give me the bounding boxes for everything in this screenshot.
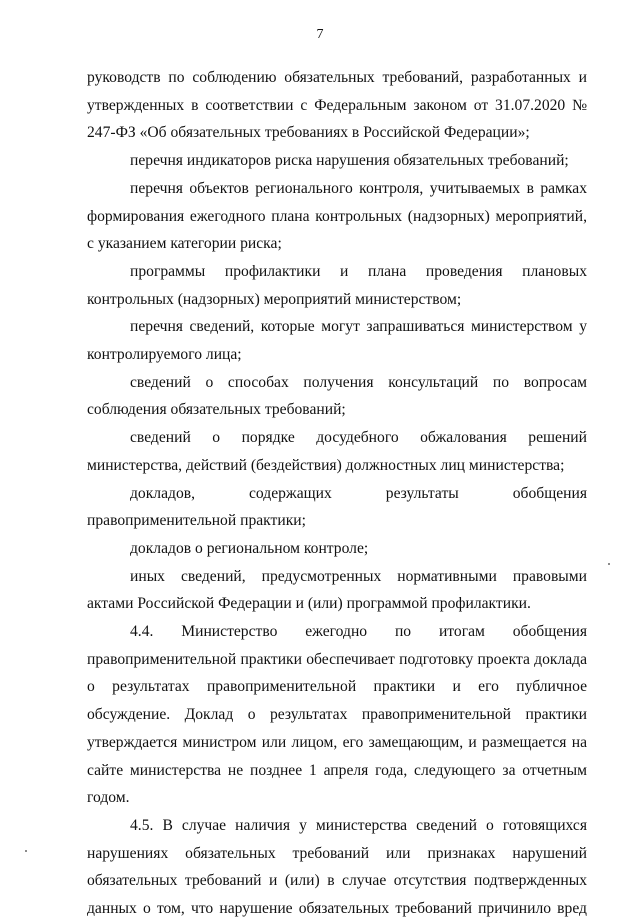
scan-speck bbox=[25, 850, 27, 852]
paragraph-other-info: иных сведений, предусмотренных нормативными правовыми актами Российской Федерации и (или) программой профилактики. bbox=[87, 567, 587, 613]
paragraph-practice-reports: докладов, содержащих результаты обобщения правоприменительной практики; bbox=[87, 484, 587, 530]
scan-speck bbox=[608, 563, 610, 565]
paragraph-section-4-4: 4.4. Министерство ежегодно по итогам обобщения правоприменительной практики обеспечивает подготовку проекта доклада о результатах правоприменительной практики и его публичное обсуждение. Доклад о результатах правоприменительной практики утверждается министром или лицом, его замещающим, и размещается на сайте министерства не позднее 1 апреля года, следующего за отчетным годом. bbox=[87, 623, 587, 807]
paragraph-risk-indicators: перечня индикаторов риска нарушения обязательных требований; bbox=[130, 152, 569, 170]
paragraph-consultations: сведений о способах получения консультаций по вопросам соблюдения обязательных требований; bbox=[87, 373, 587, 419]
paragraph-appeal-procedure: сведений о порядке досудебного обжалования решений министерства, действий (бездействия) должностных лиц министерства; bbox=[87, 429, 587, 474]
page-number: 7 bbox=[316, 27, 324, 42]
document-body bbox=[87, 64, 587, 923]
paragraph-requested-info: перечня сведений, которые могут запрашиваться министерством у контролируемого лица; bbox=[87, 318, 587, 364]
paragraph-regional-reports: докладов о региональном контроле; bbox=[130, 539, 369, 557]
paragraph-guides: руководств по соблюдению обязательных требований, разработанных и утвержденных в соответствии с Федеральным законом от 31.07.2020 № 247-ФЗ «Об обязательных требованиях в Российской Федерации»; bbox=[87, 69, 587, 142]
paragraph-control-objects: перечня объектов регионального контроля, учитываемых в рамках формирования ежегодного плана контрольных (надзорных) мероприятий, с указанием категории риска; bbox=[87, 179, 587, 253]
paragraph-section-4-5: 4.5. В случае наличия у министерства сведений о готовящихся нарушениях обязательных требований или признаках нарушений обязательных требований и (или) в случае отсутствия подтвержденных данных о том, что нарушение обязательных требований причинило вред bbox=[87, 816, 587, 918]
paragraph-prevention-program: программы профилактики и плана проведения плановых контрольных (надзорных) мероприятий министерством; bbox=[87, 262, 587, 308]
